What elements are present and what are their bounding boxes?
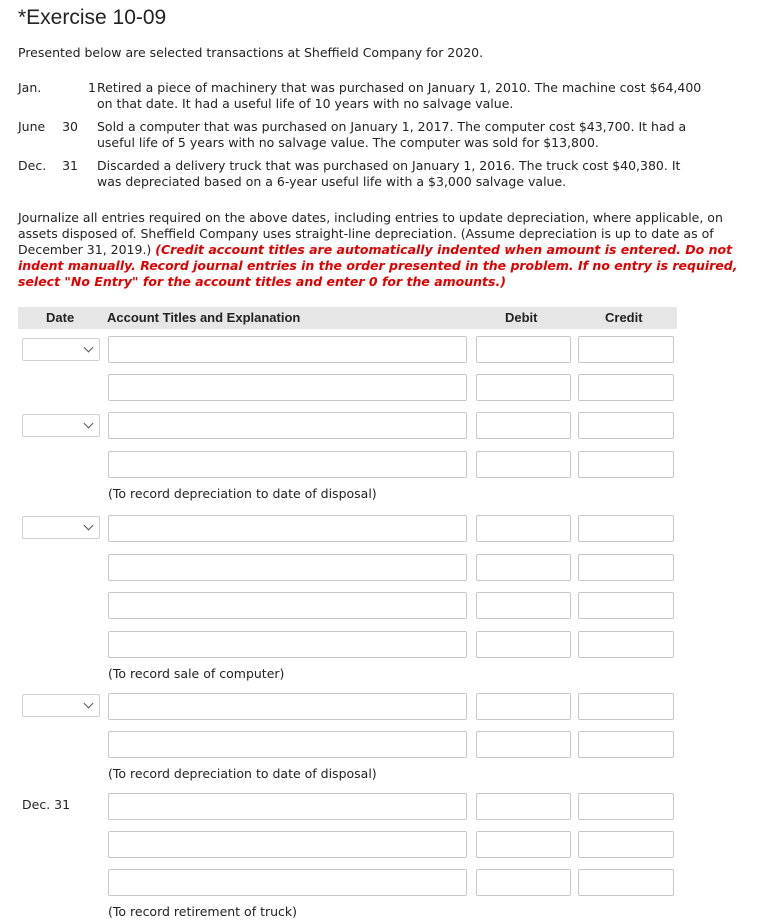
txn-month: Dec.	[18, 158, 47, 173]
account-title-input[interactable]	[108, 693, 467, 720]
txn-text	[97, 119, 747, 151]
txn-line: Discarded a delivery truck that was purchased on January 1, 2016. The truck cost $40,380. It	[97, 158, 681, 173]
instructions-text: Journalize all entries required on the above dates, including entries to update depreciation, where applicable, on assets disposed of. Sheffield Company uses straight-line depreciation. (Assume depreciation is up to date as of December 31, 2019.)	[18, 210, 723, 257]
credit-input[interactable]	[578, 631, 674, 658]
chevron-down-icon	[84, 521, 94, 531]
txn-day: 31	[62, 158, 78, 173]
header-account: Account Titles and Explanation	[107, 310, 301, 325]
entry-explanation: (To record depreciation to date of disposal)	[108, 766, 377, 781]
txn-day: 1	[88, 80, 96, 95]
debit-input[interactable]	[476, 554, 571, 581]
chevron-down-icon	[84, 343, 94, 353]
date-select[interactable]	[22, 414, 100, 437]
intro-text: Presented below are selected transactions at Sheffield Company for 2020.	[18, 45, 484, 60]
debit-input[interactable]	[476, 592, 571, 619]
account-title-input[interactable]	[108, 869, 467, 896]
debit-input[interactable]	[476, 631, 571, 658]
account-title-input[interactable]	[108, 592, 467, 619]
account-title-input[interactable]	[108, 554, 467, 581]
debit-input[interactable]	[476, 515, 571, 542]
account-title-input[interactable]	[108, 793, 467, 820]
debit-input[interactable]	[476, 451, 571, 478]
txn-text	[97, 158, 747, 190]
credit-input[interactable]	[578, 869, 674, 896]
page-title: *Exercise 10-09	[18, 6, 167, 29]
entry-explanation: (To record depreciation to date of disposal)	[108, 486, 377, 501]
entry-explanation: (To record retirement of truck)	[108, 904, 298, 919]
debit-input[interactable]	[476, 693, 571, 720]
debit-input[interactable]	[476, 793, 571, 820]
credit-input[interactable]	[578, 693, 674, 720]
account-title-input[interactable]	[108, 631, 467, 658]
header-credit: Credit	[605, 310, 643, 325]
header-date: Date	[46, 310, 75, 325]
credit-input[interactable]	[578, 515, 674, 542]
credit-input[interactable]	[578, 336, 674, 363]
credit-input[interactable]	[578, 451, 674, 478]
debit-input[interactable]	[476, 336, 571, 363]
header-debit: Debit	[505, 310, 538, 325]
transaction-jan	[18, 80, 748, 112]
txn-day: 30	[62, 119, 78, 134]
debit-input[interactable]	[476, 374, 571, 401]
txn-month: June	[18, 119, 46, 134]
journal-table-header	[18, 307, 677, 329]
account-title-input[interactable]	[108, 412, 467, 439]
debit-input[interactable]	[476, 869, 571, 896]
transaction-june	[18, 119, 748, 151]
credit-input[interactable]	[578, 731, 674, 758]
txn-line: on that date. It had a useful life of 10 years with no salvage value.	[97, 96, 514, 111]
txn-text	[97, 80, 747, 112]
txn-line: was depreciated based on a 6-year useful life with a $3,000 salvage value.	[97, 174, 567, 189]
date-select[interactable]	[22, 694, 100, 717]
instructions	[18, 210, 746, 290]
instructions-warning: (Credit account titles are automatically indented when amount is entered. Do not indent manually. Record journal entries in the order presented in the problem. If no entry is required, select "No Entry" for the account titles and enter 0 for the amounts.)	[18, 242, 738, 289]
txn-line: Sold a computer that was purchased on January 1, 2017. The computer cost $43,700. It had a	[97, 119, 687, 134]
txn-line: useful life of 5 years with no salvage value. The computer was sold for $13,800.	[97, 135, 599, 150]
account-title-input[interactable]	[108, 451, 467, 478]
credit-input[interactable]	[578, 831, 674, 858]
debit-input[interactable]	[476, 731, 571, 758]
credit-input[interactable]	[578, 554, 674, 581]
date-select[interactable]	[22, 516, 100, 539]
credit-input[interactable]	[578, 793, 674, 820]
chevron-down-icon	[84, 699, 94, 709]
entry-explanation: (To record sale of computer)	[108, 666, 285, 681]
account-title-input[interactable]	[108, 731, 467, 758]
account-title-input[interactable]	[108, 831, 467, 858]
account-title-input[interactable]	[108, 515, 467, 542]
txn-month: Jan.	[18, 80, 42, 95]
date-select[interactable]	[22, 338, 100, 361]
account-title-input[interactable]	[108, 374, 467, 401]
credit-input[interactable]	[578, 592, 674, 619]
debit-input[interactable]	[476, 412, 571, 439]
transaction-dec	[18, 158, 748, 190]
account-title-input[interactable]	[108, 336, 467, 363]
debit-input[interactable]	[476, 831, 571, 858]
txn-line: Retired a piece of machinery that was purchased on January 1, 2010. The machine cost $64,400	[97, 80, 702, 95]
credit-input[interactable]	[578, 374, 674, 401]
chevron-down-icon	[84, 419, 94, 429]
date-label: Dec. 31	[22, 797, 71, 812]
credit-input[interactable]	[578, 412, 674, 439]
